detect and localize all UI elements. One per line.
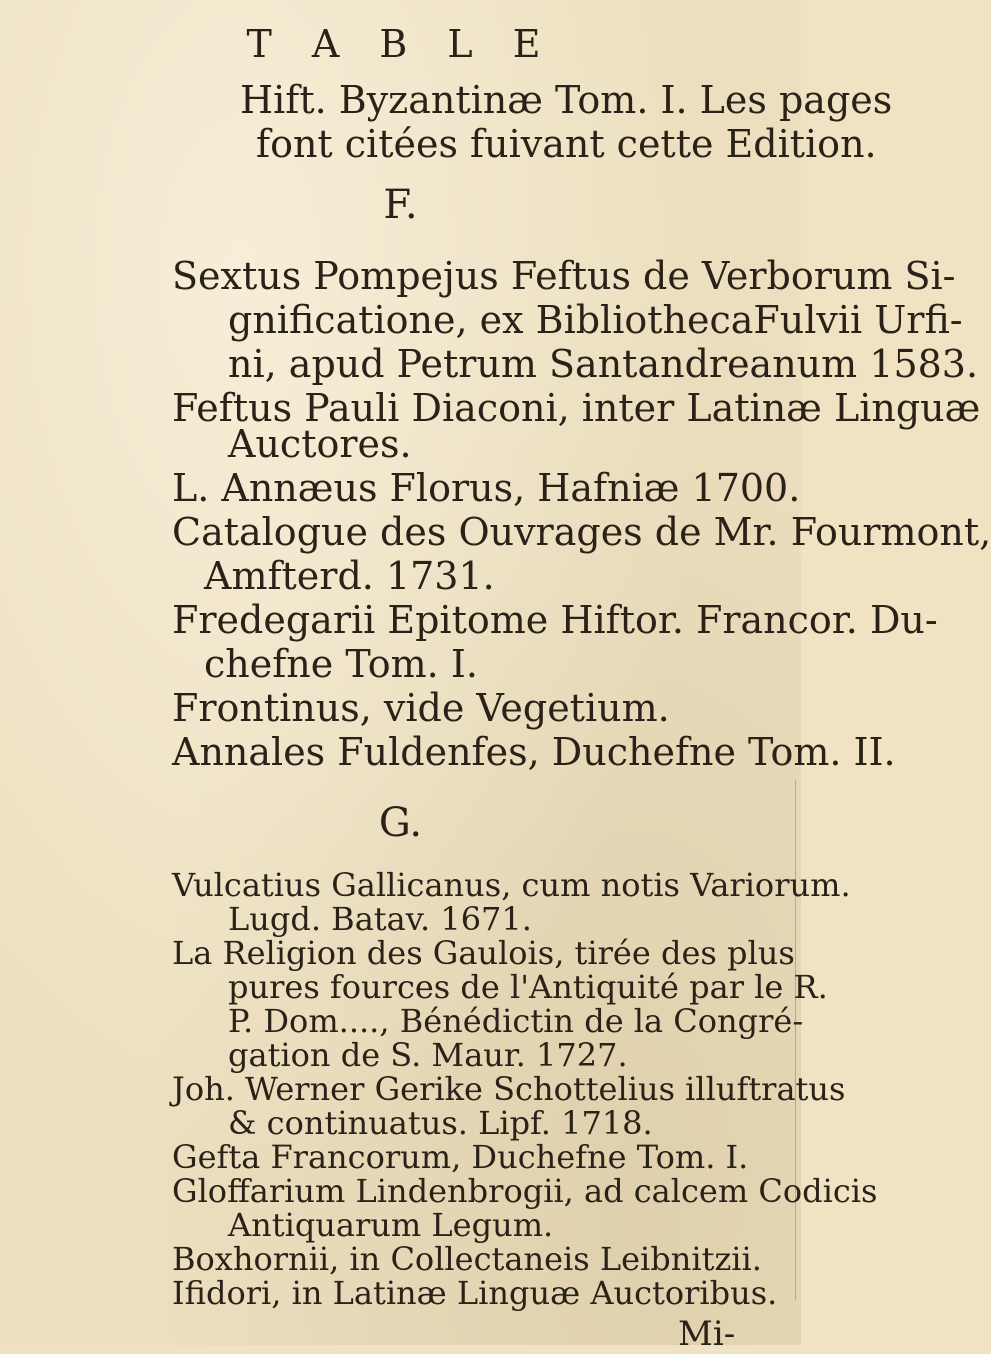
text-line: La Religion des Gaulois, tirée des plus (172, 934, 795, 972)
text-line: & continuatus. Lipf. 1718. (228, 1104, 653, 1142)
text-line: Catalogue des Ouvrages de Mr. Fourmont, (172, 510, 991, 554)
text-line: Gloffarium Lindenbrogii, ad calcem Codicis (172, 1172, 878, 1210)
catchword: Mi- (678, 1314, 736, 1354)
running-head: T A B L E (246, 22, 555, 66)
text-line: Gefta Francorum, Duchefne Tom. I. (172, 1138, 749, 1176)
text-line: chefne Tom. I. (204, 642, 478, 686)
text-line: ni, apud Petrum Santandreanum 1583. (228, 342, 979, 386)
text-line: gation de S. Maur. 1727. (228, 1036, 628, 1074)
text-line: Amfterd. 1731. (204, 554, 495, 598)
text-line: pures fources de l'Antiquité par le R. (228, 968, 828, 1006)
text-line: Feftus Pauli Diaconi, inter Latinæ Linguæ (172, 386, 981, 430)
text-line: Antiquarum Legum. (228, 1206, 554, 1244)
section-letter-g: G. (378, 800, 423, 846)
text-line: Boxhornii, in Collectaneis Leibnitzii. (172, 1240, 762, 1278)
text-line: Hift. Byzantinæ Tom. I. Les pages (240, 78, 893, 122)
text-line: Sextus Pompejus Feftus de Verborum Si- (172, 254, 956, 298)
text-line: Annales Fuldenfes, Duchefne Tom. II. (172, 730, 896, 774)
section-letter-f: F. (383, 182, 418, 228)
text-line: Lugd. Batav. 1671. (228, 900, 532, 938)
page-edge-line (795, 780, 796, 1300)
text-line: L. Annæus Florus, Hafniæ 1700. (172, 466, 801, 510)
text-line: Auctores. (228, 422, 412, 466)
text-line: Vulcatius Gallicanus, cum notis Variorum. (172, 866, 851, 904)
text-line: P. Dom...., Bénédictin de la Congré- (228, 1002, 804, 1040)
text-line: Joh. Werner Gerike Schottelius illuftratus (172, 1070, 846, 1108)
text-line: Fredegarii Epitome Hiftor. Francor. Du- (172, 598, 938, 642)
text-line: Ifidori, in Latinæ Linguæ Auctoribus. (172, 1274, 778, 1312)
text-line: Frontinus, vide Vegetium. (172, 686, 670, 730)
text-line: font citées fuivant cette Edition. (256, 122, 877, 166)
text-line: gnificatione, ex BibliothecaFulvii Urfi- (228, 298, 963, 342)
